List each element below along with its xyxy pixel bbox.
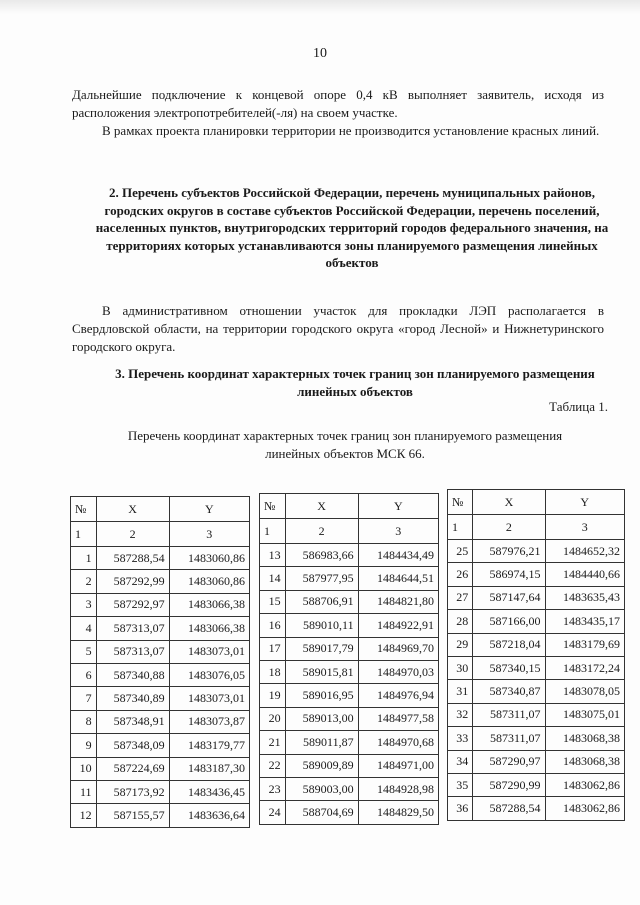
table-row (448, 750, 625, 773)
section-2-heading: 2. Перечень субъектов Российской Федерации, перечень муниципальных районов, городских округов в составе субъектов Российской Федерации, перечень поселений, населенных пунктов, внутригородских территорий городов федерального значения, на территориях которых устанавливаются зоны планируемого размещения линейных объектов (95, 185, 609, 270)
table-row (260, 567, 439, 590)
table-row (71, 804, 250, 827)
col-header-x: X (96, 497, 169, 522)
y-coordinate-cell: 1483073,01 (169, 687, 249, 710)
page-number: 10 (313, 46, 327, 61)
point-number-cell: 26 (448, 563, 473, 586)
x-coordinate-cell: 589017,79 (285, 637, 358, 660)
col-header-number: № (71, 497, 97, 522)
point-number-cell: 13 (260, 544, 286, 567)
point-number-cell: 14 (260, 567, 286, 590)
x-coordinate-cell: 589010,11 (285, 614, 358, 637)
y-coordinate-cell: 1483060,86 (169, 547, 249, 570)
col-number-2: 2 (285, 519, 358, 544)
y-coordinate-cell: 1483073,01 (169, 640, 249, 663)
x-coordinate-cell: 587173,92 (96, 780, 169, 803)
y-coordinate-cell: 1484970,03 (358, 660, 438, 683)
y-coordinate-cell: 1484644,51 (358, 567, 438, 590)
x-coordinate-cell: 587288,54 (96, 547, 169, 570)
table-row (71, 547, 250, 570)
col-header-y: Y (169, 497, 249, 522)
y-coordinate-cell: 1483172,24 (545, 656, 624, 679)
y-coordinate-cell: 1483066,38 (169, 593, 249, 616)
y-coordinate-cell: 1484969,70 (358, 637, 438, 660)
y-coordinate-cell: 1484970,68 (358, 731, 438, 754)
point-number-cell: 30 (448, 656, 473, 679)
y-coordinate-cell: 1484434,49 (358, 544, 438, 567)
paragraph-location: В административном отношении участок для прокладки ЛЭП располагается в Свердловской области, на территории городского округа «город Лесной» и Нижнетуринского городского округа. (72, 303, 604, 354)
y-coordinate-cell: 1483187,30 (169, 757, 249, 780)
table-row (71, 687, 250, 710)
point-number-cell: 21 (260, 731, 286, 754)
x-coordinate-cell: 588704,69 (285, 801, 358, 824)
x-coordinate-cell: 587292,99 (96, 570, 169, 593)
section-3-heading: 3. Перечень координат характерных точек границ зон планируемого размещения линейных объектов (115, 366, 595, 399)
table-row (260, 754, 439, 777)
col-number-3: 3 (358, 519, 438, 544)
table-row (448, 727, 625, 750)
point-number-cell: 17 (260, 637, 286, 660)
coordinates-table-1 (70, 496, 250, 828)
table-row (71, 617, 250, 640)
table-row (448, 586, 625, 609)
x-coordinate-cell: 589003,00 (285, 777, 358, 800)
point-number-cell: 28 (448, 610, 473, 633)
table-row (71, 780, 250, 803)
y-coordinate-cell: 1483635,43 (545, 586, 624, 609)
y-coordinate-cell: 1484977,58 (358, 707, 438, 730)
x-coordinate-cell: 589016,95 (285, 684, 358, 707)
table-column-numbers-row (448, 515, 625, 540)
point-number-cell: 36 (448, 797, 473, 820)
x-coordinate-cell: 587348,91 (96, 710, 169, 733)
point-number-cell: 16 (260, 614, 286, 637)
x-coordinate-cell: 589011,87 (285, 731, 358, 754)
col-number-2: 2 (96, 522, 169, 547)
y-coordinate-cell: 1484971,00 (358, 754, 438, 777)
col-number-3: 3 (545, 515, 624, 540)
col-header-y: Y (545, 490, 624, 515)
col-header-number: № (260, 494, 286, 519)
x-coordinate-cell: 587977,95 (285, 567, 358, 590)
point-number-cell: 32 (448, 703, 473, 726)
col-number-1: 1 (260, 519, 286, 544)
x-coordinate-cell: 587224,69 (96, 757, 169, 780)
x-coordinate-cell: 587340,88 (96, 663, 169, 686)
table-column-numbers-row (71, 522, 250, 547)
point-number-cell: 24 (260, 801, 286, 824)
y-coordinate-cell: 1483078,05 (545, 680, 624, 703)
point-number-cell: 8 (71, 710, 97, 733)
x-coordinate-cell: 587340,87 (473, 680, 545, 703)
y-coordinate-cell: 1484922,91 (358, 614, 438, 637)
table-row (260, 707, 439, 730)
point-number-cell: 31 (448, 680, 473, 703)
point-number-cell: 22 (260, 754, 286, 777)
table-row (448, 540, 625, 563)
coordinates-table-3 (447, 489, 625, 821)
table-row (71, 640, 250, 663)
table-row (448, 680, 625, 703)
point-number-cell: 34 (448, 750, 473, 773)
point-number-cell: 1 (71, 547, 97, 570)
table-row (260, 660, 439, 683)
x-coordinate-cell: 587976,21 (473, 540, 545, 563)
table-row (260, 637, 439, 660)
y-coordinate-cell: 1483436,45 (169, 780, 249, 803)
x-coordinate-cell: 587348,09 (96, 734, 169, 757)
coordinates-table-2 (259, 493, 439, 825)
table-body (260, 544, 439, 825)
table-row (71, 663, 250, 686)
y-coordinate-cell: 1483179,69 (545, 633, 624, 656)
table-row (260, 544, 439, 567)
x-coordinate-cell: 587147,64 (473, 586, 545, 609)
table-row (71, 570, 250, 593)
scan-edge-shade (0, 0, 640, 14)
point-number-cell: 27 (448, 586, 473, 609)
point-number-cell: 9 (71, 734, 97, 757)
point-number-cell: 18 (260, 660, 286, 683)
y-coordinate-cell: 1484821,80 (358, 590, 438, 613)
point-number-cell: 23 (260, 777, 286, 800)
y-coordinate-cell: 1483435,17 (545, 610, 624, 633)
col-header-y: Y (358, 494, 438, 519)
point-number-cell: 3 (71, 593, 97, 616)
x-coordinate-cell: 587292,97 (96, 593, 169, 616)
y-coordinate-cell: 1483636,64 (169, 804, 249, 827)
y-coordinate-cell: 1483076,05 (169, 663, 249, 686)
table-title: Перечень координат характерных точек границ зон планируемого размещения линейных объектов МСК 66. (127, 428, 563, 461)
table-row (71, 757, 250, 780)
col-header-x: X (285, 494, 358, 519)
table-row (448, 633, 625, 656)
x-coordinate-cell: 587313,07 (96, 640, 169, 663)
y-coordinate-cell: 1484652,32 (545, 540, 624, 563)
paragraph-red-lines: В рамках проекта планировки территории не производится установление красных линий. (102, 123, 600, 138)
table-row (260, 777, 439, 800)
point-number-cell: 19 (260, 684, 286, 707)
col-number-3: 3 (169, 522, 249, 547)
x-coordinate-cell: 587155,57 (96, 804, 169, 827)
table-header-row (448, 490, 625, 515)
point-number-cell: 2 (71, 570, 97, 593)
table-row (71, 710, 250, 733)
x-coordinate-cell: 587311,07 (473, 703, 545, 726)
table-header-row (260, 494, 439, 519)
y-coordinate-cell: 1483062,86 (545, 773, 624, 796)
x-coordinate-cell: 586974,15 (473, 563, 545, 586)
y-coordinate-cell: 1484928,98 (358, 777, 438, 800)
point-number-cell: 7 (71, 687, 97, 710)
point-number-cell: 29 (448, 633, 473, 656)
col-number-2: 2 (473, 515, 545, 540)
table-row (448, 563, 625, 586)
table-row (260, 590, 439, 613)
point-number-cell: 25 (448, 540, 473, 563)
y-coordinate-cell: 1483062,86 (545, 797, 624, 820)
point-number-cell: 4 (71, 617, 97, 640)
x-coordinate-cell: 587290,97 (473, 750, 545, 773)
y-coordinate-cell: 1483060,86 (169, 570, 249, 593)
col-number-1: 1 (71, 522, 97, 547)
x-coordinate-cell: 587288,54 (473, 797, 545, 820)
y-coordinate-cell: 1483068,38 (545, 750, 624, 773)
table-row (260, 614, 439, 637)
point-number-cell: 35 (448, 773, 473, 796)
point-number-cell: 33 (448, 727, 473, 750)
table-row (448, 703, 625, 726)
y-coordinate-cell: 1483073,87 (169, 710, 249, 733)
table-row (448, 797, 625, 820)
x-coordinate-cell: 587166,00 (473, 610, 545, 633)
x-coordinate-cell: 588706,91 (285, 590, 358, 613)
paragraph-connection: Дальнейшие подключение к концевой опоре 0,4 кВ выполняет заявитель, исходя из расположения электропотребителей(-ля) на своем участке. (72, 87, 604, 120)
x-coordinate-cell: 587313,07 (96, 617, 169, 640)
col-header-x: X (473, 490, 545, 515)
table-row (71, 593, 250, 616)
table-column-numbers-row (260, 519, 439, 544)
point-number-cell: 6 (71, 663, 97, 686)
table-row (71, 734, 250, 757)
x-coordinate-cell: 589009,89 (285, 754, 358, 777)
point-number-cell: 11 (71, 780, 97, 803)
y-coordinate-cell: 1484829,50 (358, 801, 438, 824)
x-coordinate-cell: 589013,00 (285, 707, 358, 730)
x-coordinate-cell: 589015,81 (285, 660, 358, 683)
y-coordinate-cell: 1484976,94 (358, 684, 438, 707)
table-body (448, 540, 625, 821)
y-coordinate-cell: 1483066,38 (169, 617, 249, 640)
table-row (448, 656, 625, 679)
x-coordinate-cell: 587340,15 (473, 656, 545, 679)
table-row (260, 684, 439, 707)
point-number-cell: 5 (71, 640, 97, 663)
y-coordinate-cell: 1484440,66 (545, 563, 624, 586)
point-number-cell: 12 (71, 804, 97, 827)
table-row (260, 801, 439, 824)
x-coordinate-cell: 587290,99 (473, 773, 545, 796)
x-coordinate-cell: 586983,66 (285, 544, 358, 567)
table-label: Таблица 1. (549, 399, 608, 414)
y-coordinate-cell: 1483068,38 (545, 727, 624, 750)
table-body (71, 547, 250, 828)
x-coordinate-cell: 587311,07 (473, 727, 545, 750)
table-row (448, 610, 625, 633)
y-coordinate-cell: 1483075,01 (545, 703, 624, 726)
col-header-number: № (448, 490, 473, 515)
col-number-1: 1 (448, 515, 473, 540)
y-coordinate-cell: 1483179,77 (169, 734, 249, 757)
table-row (260, 731, 439, 754)
table-row (448, 773, 625, 796)
point-number-cell: 15 (260, 590, 286, 613)
point-number-cell: 20 (260, 707, 286, 730)
table-header-row (71, 497, 250, 522)
x-coordinate-cell: 587218,04 (473, 633, 545, 656)
point-number-cell: 10 (71, 757, 97, 780)
x-coordinate-cell: 587340,89 (96, 687, 169, 710)
